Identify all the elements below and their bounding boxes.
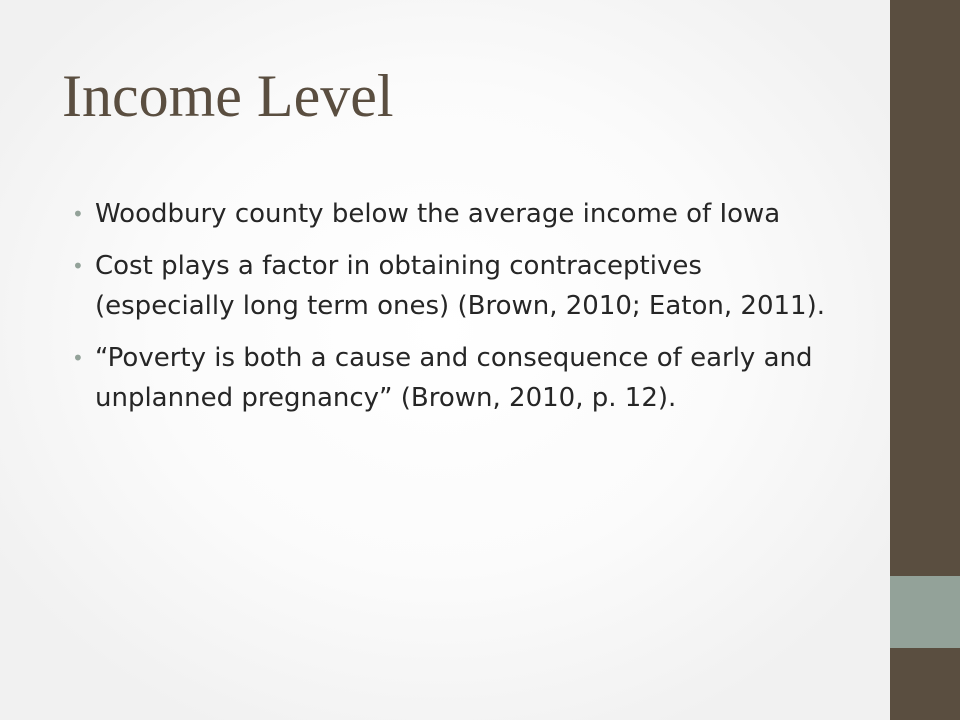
bullet-item-income — [72, 194, 832, 234]
bullet-item-poverty-quote — [72, 338, 832, 418]
side-accent-bar-middle — [890, 576, 960, 648]
bullet-list — [72, 194, 832, 430]
bullet-item-cost — [72, 246, 832, 326]
bullet-text: “Poverty is both a cause and consequence of early and unplanned pregnancy” (Brown, 2010, p. 12). — [95, 343, 813, 413]
side-accent-bar-bottom — [890, 648, 960, 720]
bullet-icon: • — [72, 202, 84, 226]
side-accent-bar-top — [890, 0, 960, 576]
bullet-text: Woodbury county below the average income of Iowa — [95, 199, 781, 229]
slide-title: Income Level — [62, 63, 394, 129]
bullet-icon: • — [72, 346, 84, 370]
bullet-icon: • — [72, 254, 84, 278]
bullet-text: Cost plays a factor in obtaining contraceptives (especially long term ones) (Brown, 2010; Eaton, 2011). — [95, 251, 825, 321]
